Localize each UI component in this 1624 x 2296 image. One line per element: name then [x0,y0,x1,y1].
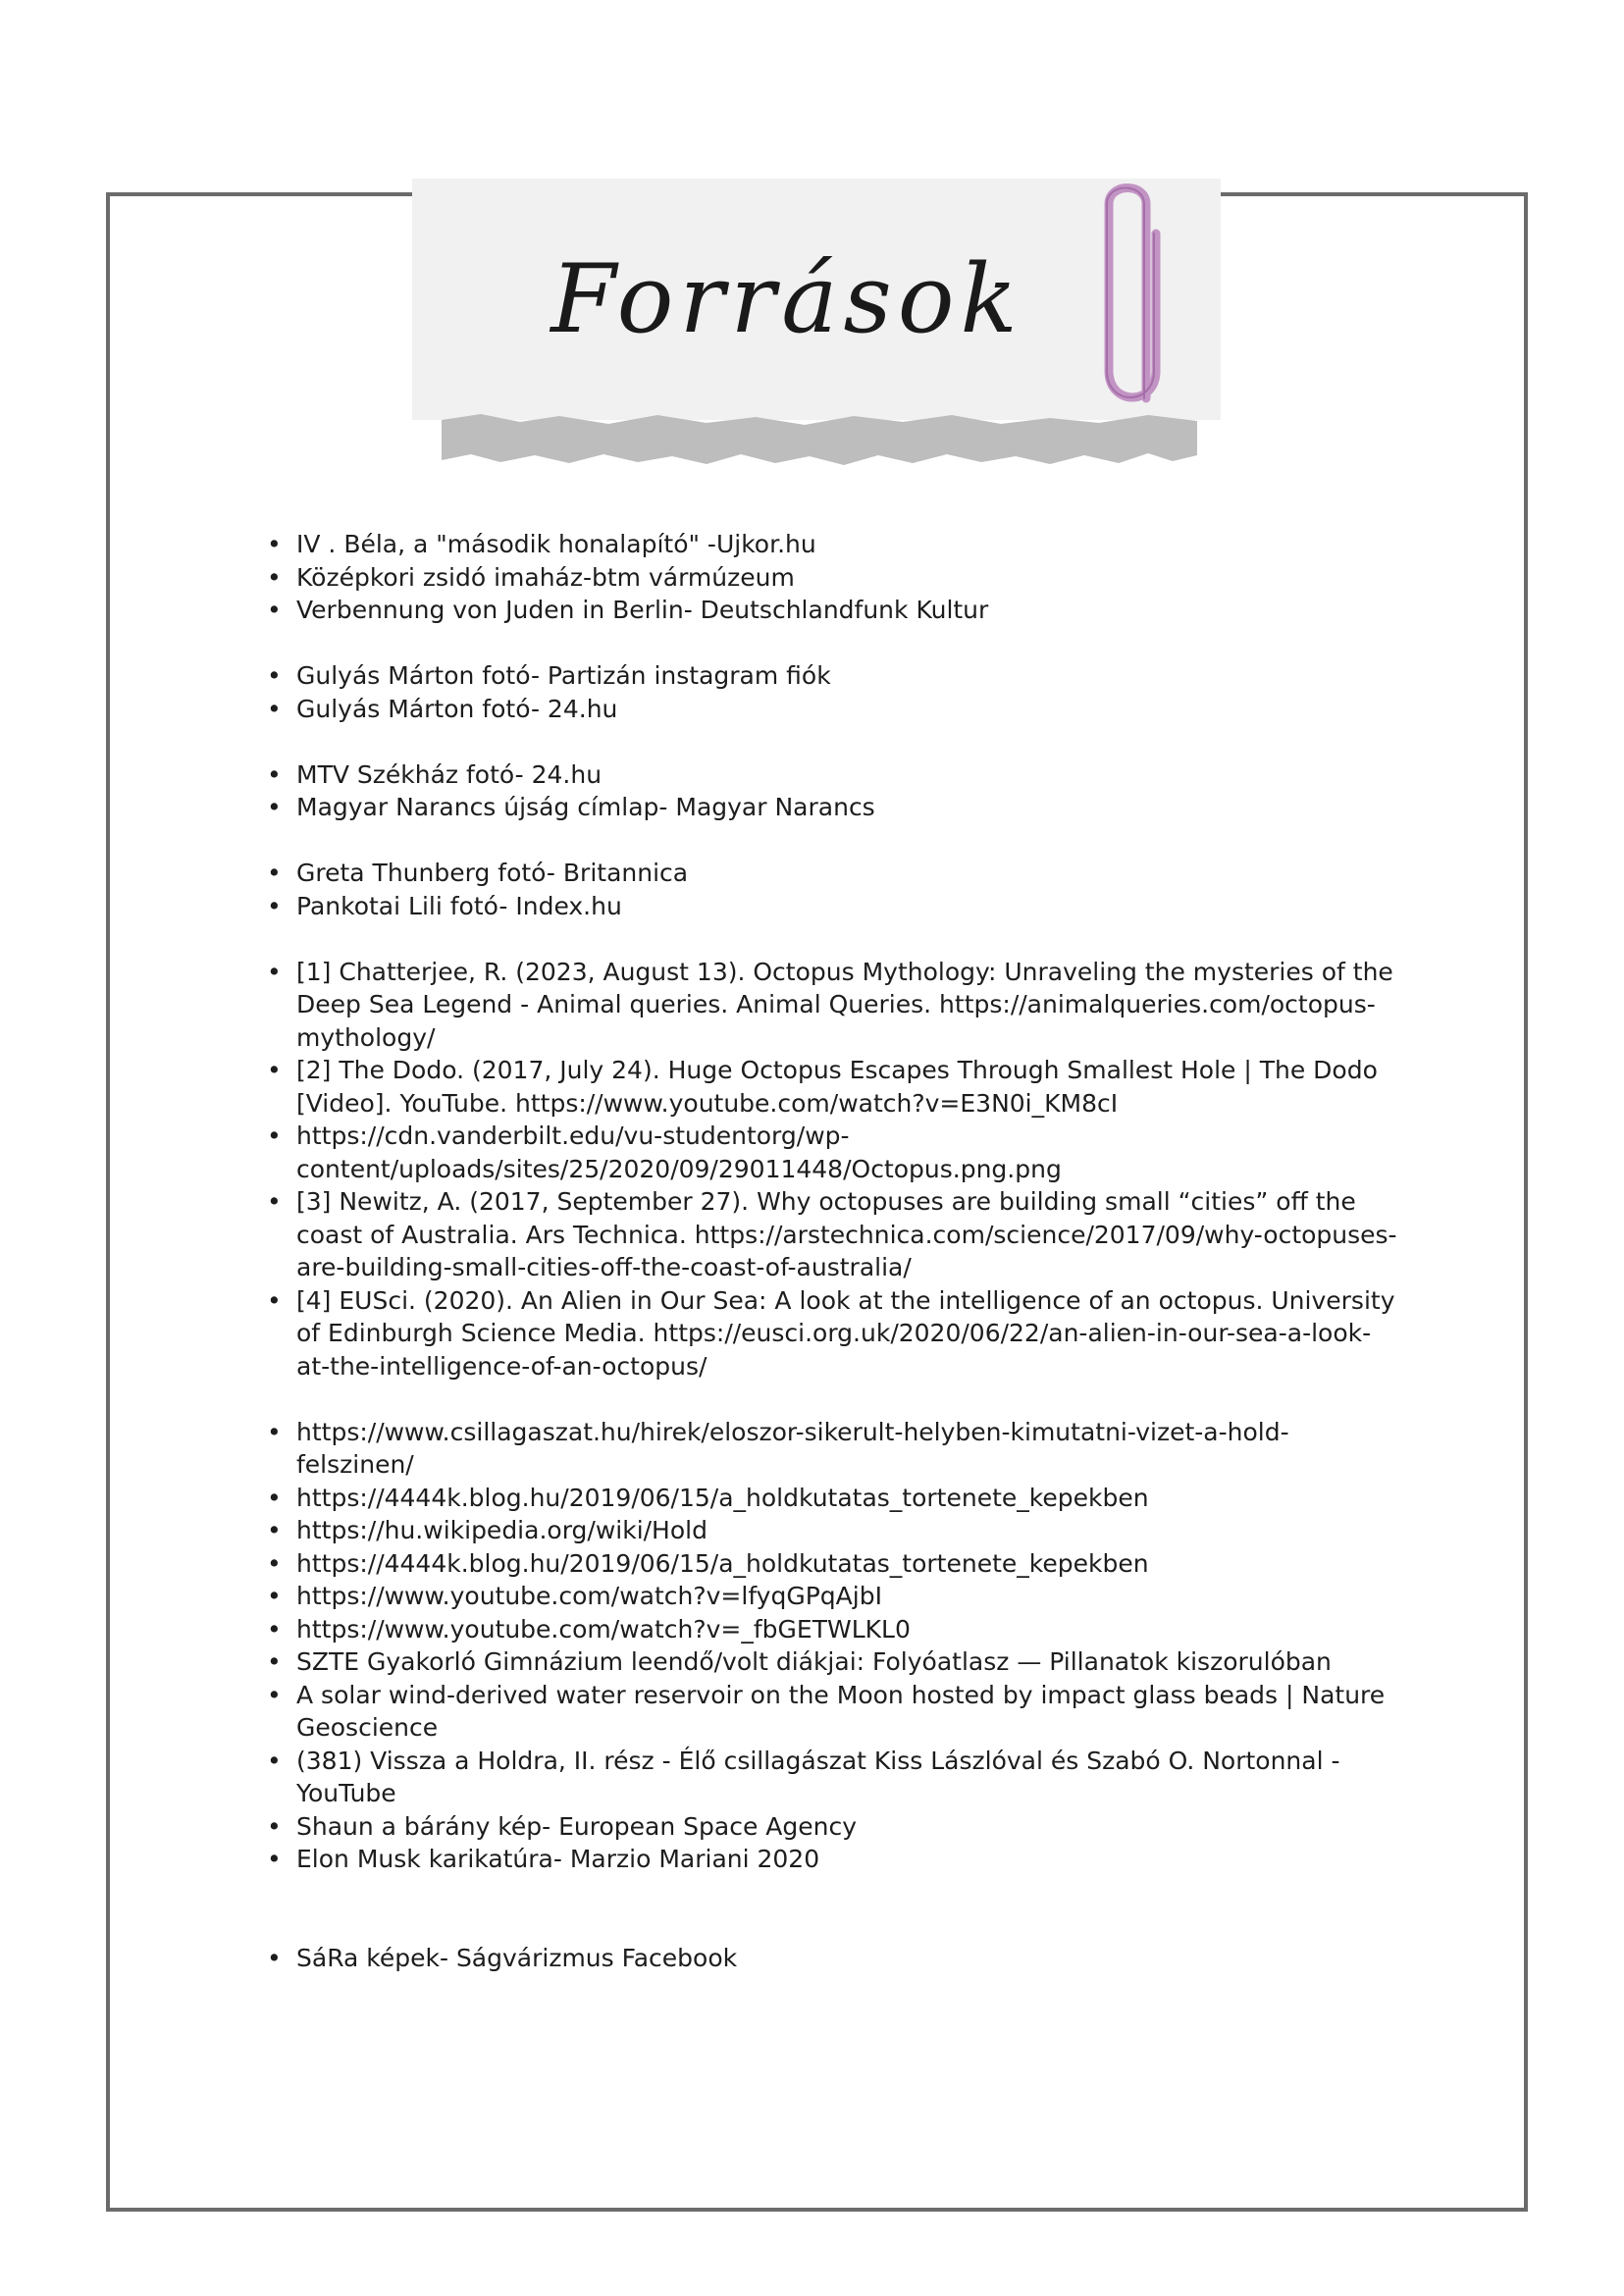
source-item: • MTV Székház fotó- 24.hu [263,758,1401,792]
source-item: • https://www.csillagaszat.hu/hirek/eloszor-sikerult-helyben-kimutatni-vizet-a-hold-felszinen/ [263,1416,1401,1482]
source-item: • [1] Chatterjee, R. (2023, August 13). Octopus Mythology: Unraveling the mysteries of the Deep Sea Legend - Animal queries. Animal Queries. https://animalqueries.com/octopus-mythology/ [263,956,1401,1055]
source-item: • [3] Newitz, A. (2017, September 27). Why octopuses are building small “cities” off the coast of Australia. Ars Technica. https://arstechnica.com/science/2017/09/why-octopuses-are-building-small-cities-off-the-coast-of-australia/ [263,1185,1401,1284]
source-item: • Verbennung von Juden in Berlin- Deutschlandfunk Kultur [263,594,1401,627]
source-item: • https://www.youtube.com/watch?v=lfyqGPqAjbI [263,1580,1401,1613]
source-item: • Magyar Narancs újság címlap- Magyar Narancs [263,791,1401,824]
source-item: • Pankotai Lili fotó- Index.hu [263,890,1401,923]
sources-list [263,528,1401,1974]
source-item: • Elon Musk karikatúra- Marzio Mariani 2020 [263,1843,1401,1876]
source-item: • https://cdn.vanderbilt.edu/vu-studentorg/wp-content/uploads/sites/25/2020/09/29011448/Octopus.png.png [263,1120,1401,1185]
source-item: • Shaun a bárány kép- European Space Agency [263,1810,1401,1844]
source-item: • (381) Vissza a Holdra, II. rész - Élő csillagászat Kiss Lászlóval és Szabó O. Nortonnal - YouTube [263,1745,1401,1810]
source-item: • Gulyás Márton fotó- Partizán instagram fiók [263,659,1401,693]
source-item: • IV . Béla, a "második honalapító" -Ujkor.hu [263,528,1401,561]
page-title: Források [550,244,1023,354]
source-item: • Gulyás Márton fotó- 24.hu [263,693,1401,726]
source-item: • A solar wind-derived water reservoir on the Moon hosted by impact glass beads | Nature Geoscience [263,1679,1401,1745]
torn-paper-edge [442,412,1197,471]
source-item: • https://hu.wikipedia.org/wiki/Hold [263,1514,1401,1547]
paperclip-icon [1089,165,1166,416]
source-item: • SáRa képek- Ságvárizmus Facebook [263,1942,1401,1975]
source-item: • SZTE Gyakorló Gimnázium leendő/volt diákjai: Folyóatlasz — Pillanatok kiszorulóban [263,1645,1401,1679]
source-item: • [2] The Dodo. (2017, July 24). Huge Octopus Escapes Through Smallest Hole | The Dodo [Video]. YouTube. https://www.youtube.com/watch?v=E3N0i_KM8cI [263,1054,1401,1120]
source-item: • https://4444k.blog.hu/2019/06/15/a_holdkutatas_tortenete_kepekben [263,1547,1401,1581]
source-item: • Greta Thunberg fotó- Britannica [263,857,1401,890]
source-item: • https://4444k.blog.hu/2019/06/15/a_holdkutatas_tortenete_kepekben [263,1482,1401,1515]
source-item: • [4] EUSci. (2020). An Alien in Our Sea: A look at the intelligence of an octopus. University of Edinburgh Science Media. https://eusci.org.uk/2020/06/22/an-alien-in-our-sea-a-look-at-the-intelligence-of-an-octopus/ [263,1284,1401,1383]
source-item: • Középkori zsidó imaház-btm vármúzeum [263,561,1401,595]
source-item: • https://www.youtube.com/watch?v=_fbGETWLKL0 [263,1613,1401,1646]
